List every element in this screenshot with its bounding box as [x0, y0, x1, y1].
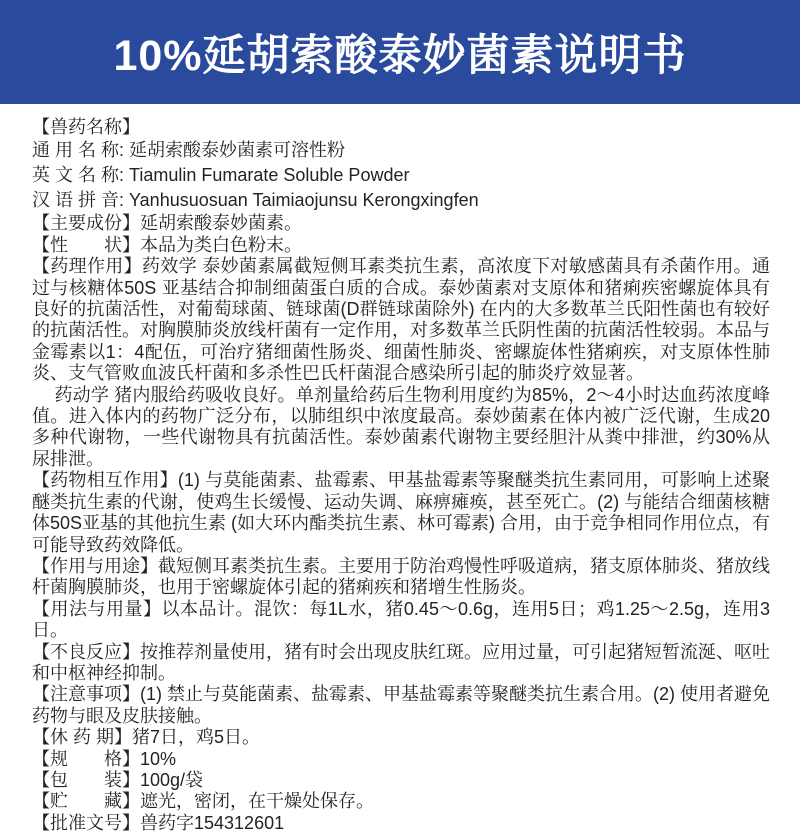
instruction-sheet	[0, 104, 800, 834]
section-label: 【批准文号】	[32, 812, 140, 833]
section-label: 【休 药 期】	[32, 727, 133, 748]
section-label: 【药物相互作用】	[32, 470, 178, 491]
section-main-ingredients	[32, 213, 770, 234]
section-label: 【注意事项】	[32, 684, 140, 705]
section-label: 【性 状】	[32, 234, 140, 255]
section-action-and-usage	[32, 556, 770, 599]
section-text: (1) 禁止与莫能菌素、盐霉素、甲基盐霉素等聚醚类抗生素合用。(2) 使用者避免药物与眼及皮肤接触。	[32, 684, 770, 726]
section-text: 通 用 名 称: 延胡索酸泰妙菌素可溶性粉	[32, 140, 346, 161]
row-generic-name	[32, 138, 770, 163]
section-character	[32, 235, 770, 256]
section-text: (1) 与莫能菌素、盐霉素、甲基盐霉素等聚醚类抗生素同用，可影响上述聚醚类抗生素的代谢，使鸡生长缓慢、运动失调、麻痹瘫痪，甚至死亡。(2) 与能结合细菌核糖体50S亚基的其他抗生素 (如大环内酯类抗生素、林可霉素) 合用，由于竞争相同作用位点，有可能导致药效降低。	[32, 470, 771, 555]
section-text: 10%	[140, 748, 177, 769]
section-specification	[32, 749, 770, 770]
section-approval-number	[32, 813, 770, 834]
section-dosage-and-administration	[32, 599, 770, 642]
section-label: 【贮 藏】	[32, 791, 140, 812]
section-label: 【用法与用量】	[32, 598, 162, 619]
section-text: 100g/袋	[140, 769, 204, 790]
section-text: 以本品计。混饮：每1L水，猪0.45～0.6g，连用5日；鸡1.25～2.5g，连用3日。	[32, 598, 770, 641]
section-label: 【主要成份】	[32, 213, 140, 234]
section-label: 【作用与用途】	[32, 555, 158, 576]
section-label: 【规 格】	[32, 748, 140, 769]
header-banner	[0, 0, 800, 104]
section-text: 药动学 猪内服给药吸收良好。单剂量给药后生物利用度约为85%，2～4小时达血药浓度峰值。进入体内的药物广泛分布，以肺组织中浓度最高。泰妙菌素在体内被广泛代谢，生成20多种代谢物，一些代谢物具有抗菌活性。泰妙菌素代谢物主要经胆汁从粪中排泄，约30%从尿排泄。	[32, 384, 770, 469]
section-text: 截短侧耳素类抗生素。主要用于防治鸡慢性呼吸道病，猪支原体肺炎、猪放线杆菌胸膜肺炎，也用于密螺旋体引起的猪痢疾和猪增生性肠炎。	[32, 555, 770, 598]
section-text: 猪7日，鸡5日。	[132, 727, 261, 748]
section-packaging	[32, 770, 770, 791]
section-withdrawal-period	[32, 727, 770, 748]
section-text: 药效学 泰妙菌素属截短侧耳素类抗生素，高浓度下对敏感菌具有杀菌作用。通过与核糖体50S 亚基结合抑制细菌蛋白质的合成。泰妙菌素对支原体和猪痢疾密螺旋体具有良好的抗菌活性，对葡萄球菌、链球菌(D群链球菌除外) 在内的大多数革兰氏阳性菌也有较好的抗菌活性。对胸膜肺炎放线杆菌有一定作用，对多数革兰氏阴性菌的抗菌活性较弱。本品与金霉素以1：4配伍，可治疗猪细菌性肠炎、细菌性肺炎、密螺旋体性猪痢疾，对支原体性肺炎、支气管败血波氏杆菌和多杀性巴氏杆菌混合感染所引起的肺炎疗效显著。	[32, 256, 771, 384]
section-veterinary-drug-name	[32, 117, 770, 138]
section-text: 兽药字154312601	[140, 812, 285, 833]
section-label: 【包 装】	[32, 769, 140, 790]
section-label: 【不良反应】	[32, 641, 140, 662]
section-pharmacology	[32, 256, 770, 384]
section-storage	[32, 791, 770, 812]
section-precautions	[32, 684, 770, 727]
row-pinyin-name	[32, 188, 770, 213]
section-text: 汉 语 拼 音: Yanhusuosuan Taimiaojunsu Kerongxingfen	[32, 190, 479, 211]
section-adverse-reactions	[32, 642, 770, 685]
section-text: 本品为类白色粉末。	[140, 234, 302, 255]
section-pharmacokinetics	[32, 385, 770, 471]
section-text: 按推荐剂量使用，猪有时会出现皮肤红斑。应用过量，可引起猪短暂流涎、呕吐和中枢神经抑制。	[32, 641, 770, 683]
section-label: 【兽药名称】	[32, 117, 140, 137]
section-drug-interactions	[32, 470, 770, 556]
section-text: 遮光，密闭，在干燥处保存。	[140, 791, 374, 812]
section-label: 【药理作用】	[32, 256, 142, 277]
page-title: 10%延胡索酸泰妙菌素说明书	[113, 31, 687, 80]
section-text: 英 文 名 称: Tiamulin Fumarate Soluble Powder	[32, 165, 410, 186]
row-english-name	[32, 163, 770, 188]
section-text: 延胡索酸泰妙菌素。	[140, 213, 302, 234]
